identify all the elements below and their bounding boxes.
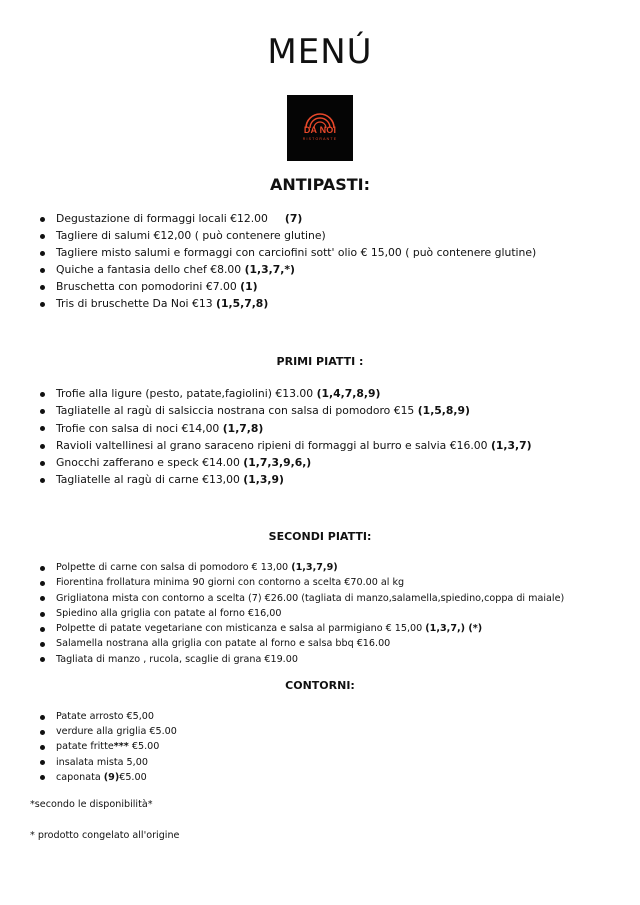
page-title: MENÚ xyxy=(267,32,373,72)
list-item xyxy=(30,709,177,724)
item-text: Tagliere di salumi €12,00 ( può contenere glutine) xyxy=(56,229,326,242)
list-item xyxy=(30,210,536,227)
item-allergens: (9) xyxy=(103,771,120,783)
item-text: Tagliatelle al ragù di salsiccia nostrana con salsa di pomodoro €15 xyxy=(56,404,418,418)
item-allergens: (1,3,7,9) xyxy=(291,562,338,573)
list-item xyxy=(30,454,532,471)
item-allergens: (7) xyxy=(284,212,303,225)
item-text: Fiorentina frollatura minima 90 giorni con contorno a scelta €70.00 al kg xyxy=(56,577,405,589)
list-item xyxy=(30,244,536,261)
contorni-heading: CONTORNI: xyxy=(285,679,355,692)
item-text: Spiedino alla griglia con patate al forno €16,00 xyxy=(56,607,282,619)
item-text: Tagliatelle al ragù di carne €13,00 xyxy=(56,473,244,487)
item-text: Ravioli valtellinesi al grano saraceno ripieni di formaggi al burro e salvia €16.00 xyxy=(56,438,491,452)
primi-list xyxy=(30,385,532,489)
item-text: Tris di bruschette Da Noi €13 xyxy=(56,297,217,310)
item-allergens: (1,3,7,) (*) xyxy=(425,623,483,635)
item-allergens: (1) xyxy=(240,280,258,293)
item-allergens: (1,3,7,*) xyxy=(244,263,295,276)
item-price: €5.00 xyxy=(128,741,160,753)
availability-note: *secondo le disponibilità* xyxy=(30,799,153,810)
list-item xyxy=(30,724,177,739)
item-allergens: (1,3,7) xyxy=(490,438,532,452)
item-text: Tagliata di manzo , rucola, scaglie di grana €19.00 xyxy=(56,653,298,665)
frozen-note: * prodotto congelato all'origine xyxy=(30,830,180,841)
list-item xyxy=(30,402,532,419)
item-price: €5.00 xyxy=(119,771,147,783)
antipasti-list xyxy=(30,210,536,312)
item-text: patate fritte xyxy=(56,741,114,753)
secondi-list xyxy=(30,560,564,667)
item-allergens: (1,3,9) xyxy=(243,473,284,487)
item-allergens: (1,7,3,9,6,) xyxy=(243,456,312,470)
list-item xyxy=(30,575,564,590)
item-text: Polpette di carne con salsa di pomodoro € 13,00 xyxy=(56,562,292,573)
list-item xyxy=(30,621,564,636)
list-item xyxy=(30,591,564,606)
list-item xyxy=(30,560,564,575)
item-text: caponata xyxy=(56,771,104,783)
item-allergens: (1,7,8) xyxy=(222,421,264,435)
item-allergens: (1,5,8,9) xyxy=(417,404,470,418)
logo-name: DA NOI xyxy=(303,125,337,135)
item-text: Patate arrosto €5,00 xyxy=(56,711,154,722)
contorni-list xyxy=(30,709,177,785)
list-item xyxy=(30,261,536,278)
item-text: Trofie con salsa di noci €14,00 xyxy=(56,421,223,435)
item-text: Polpette di patate vegetariane con misticanza e salsa al parmigiano € 15,00 xyxy=(56,623,426,635)
item-text: Bruschetta con pomodorini €7.00 xyxy=(56,280,241,293)
list-item xyxy=(30,770,177,785)
item-text: Degustazione di formaggi locali €12.00 xyxy=(56,212,268,225)
list-item xyxy=(30,636,564,651)
item-text: Tagliere misto salumi e formaggi con carciofini sott' olio € 15,00 ( può contenere glutine) xyxy=(56,246,537,259)
item-text: Salamella nostrana alla griglia con patate al forno e salsa bbq €16.00 xyxy=(56,638,391,650)
logo-subtitle: RISTORANTE xyxy=(302,137,338,141)
item-text: Trofie alla ligure (pesto, patate,fagiolini) €13.00 xyxy=(56,387,317,400)
list-item xyxy=(30,471,532,488)
list-item xyxy=(30,606,564,621)
list-item xyxy=(30,227,536,244)
antipasti-heading: ANTIPASTI: xyxy=(269,175,371,194)
item-text: Grigliatona mista con contorno a scelta (7) €26.00 (tagliata di manzo,salamella,spiedino,coppa di maiale) xyxy=(56,592,565,604)
item-text: insalata mista 5,00 xyxy=(56,756,148,768)
item-text: Gnocchi zafferano e speck €14.00 xyxy=(56,456,244,470)
item-allergens: (1,5,7,8) xyxy=(216,297,269,310)
item-text: Quiche a fantasia dello chef €8.00 xyxy=(56,263,245,276)
list-item xyxy=(30,739,177,754)
list-item xyxy=(30,278,536,295)
restaurant-logo xyxy=(287,95,353,161)
list-item xyxy=(30,385,532,402)
list-item xyxy=(30,437,532,454)
item-allergens: (1,4,7,8,9) xyxy=(316,387,381,400)
list-item xyxy=(30,755,177,770)
primi-heading: PRIMI PIATTI : xyxy=(276,355,364,368)
item-text: verdure alla griglia €5.00 xyxy=(56,726,177,738)
list-item xyxy=(30,420,532,437)
list-item xyxy=(30,295,536,312)
item-allergens: *** xyxy=(113,741,129,753)
secondi-heading: SECONDI PIATTI: xyxy=(268,530,372,543)
list-item xyxy=(30,652,564,667)
